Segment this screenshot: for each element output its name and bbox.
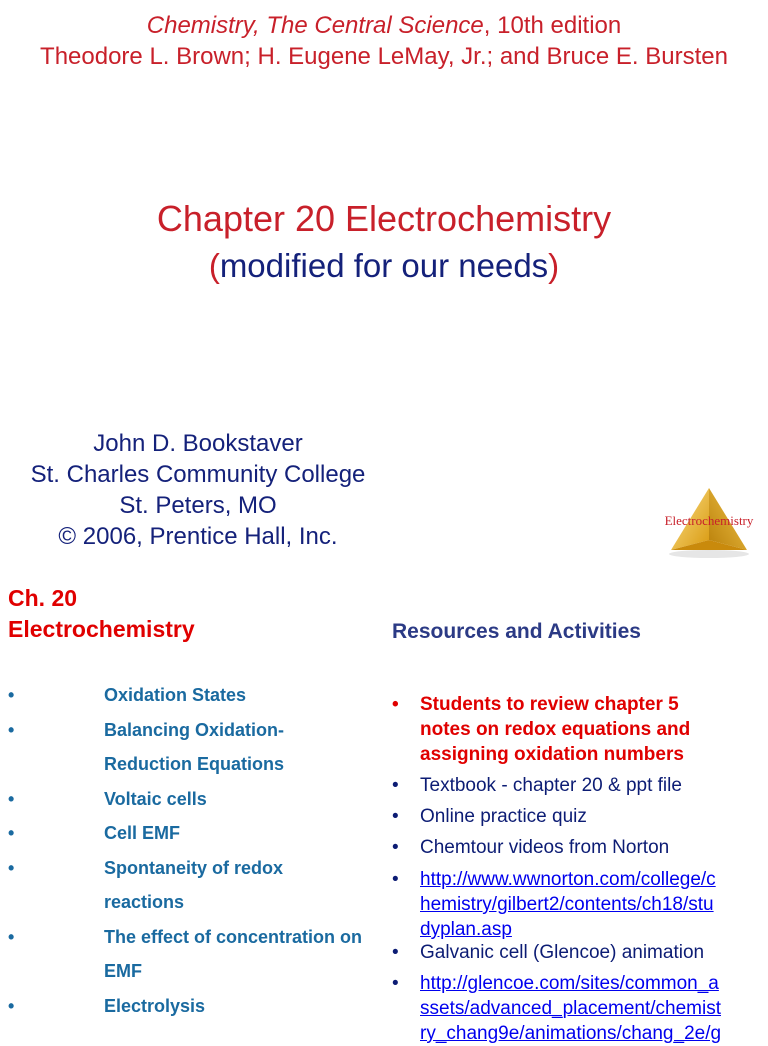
bullet: • <box>392 775 399 796</box>
bullet: • <box>392 694 399 715</box>
electrochemistry-logo <box>652 474 766 574</box>
resource-text: Chemtour videos from Norton <box>420 837 670 858</box>
book-title-edition: , 10th edition <box>483 12 622 39</box>
bullet: • <box>8 995 15 1016</box>
topic-label: Reduction Equations <box>104 754 284 774</box>
topic-label: Cell EMF <box>104 823 181 843</box>
bullet: • <box>392 806 399 827</box>
topic-label: Balancing Oxidation- <box>104 719 285 740</box>
bullet: • <box>392 942 399 963</box>
credit-college: St. Charles Community College <box>30 461 366 488</box>
bullet: • <box>392 973 399 994</box>
glencoe-link[interactable] <box>420 971 762 1046</box>
bullet: • <box>8 823 15 843</box>
topic-label: reactions <box>104 892 185 912</box>
resource-text: Students to review chapter 5 <box>420 694 679 715</box>
chapter-heading-line: Ch. 20 <box>8 585 78 611</box>
book-authors: Theodore L. Brown; H. Eugene LeMay, Jr.; and Bruce E. Bursten <box>40 43 728 70</box>
link-text[interactable]: dyplan.asp <box>420 919 512 940</box>
resource-text: Galvanic cell (Glencoe) animation <box>420 942 705 963</box>
resource-text: Online practice quiz <box>420 806 587 827</box>
book-title <box>0 11 768 41</box>
chapter-title: Chapter 20 Electrochemistry <box>156 198 612 239</box>
topic-label: Electrolysis <box>104 995 206 1016</box>
link-text[interactable]: ssets/advanced_placement/chemist <box>420 998 721 1019</box>
topic-label: Oxidation States <box>104 685 247 705</box>
credit-author: John D. Bookstaver <box>93 430 303 457</box>
subtitle-text: modified for our needs <box>219 247 549 284</box>
bullet: • <box>392 869 399 890</box>
logo-label: Electrochemistry <box>664 513 754 528</box>
bullet: • <box>8 719 15 740</box>
bullet: • <box>8 857 15 878</box>
norton-link[interactable] <box>420 867 762 942</box>
link-text[interactable]: ry_chang9e/animations/chang_2e/g <box>420 1023 722 1044</box>
subtitle-close-paren: ) <box>548 247 560 284</box>
bullet: • <box>8 685 15 705</box>
link-text[interactable]: http://glencoe.com/sites/common_a <box>420 973 719 994</box>
resources-heading: Resources and Activities <box>392 620 641 643</box>
credit-location: St. Peters, MO <box>119 492 277 519</box>
bullet: • <box>8 788 15 809</box>
resource-text: assigning oxidation numbers <box>420 744 684 765</box>
topic-label: The effect of concentration on <box>104 926 363 947</box>
bullet: • <box>392 837 399 858</box>
chapter-heading <box>8 583 195 645</box>
book-title-name: Chemistry, The Central Science <box>146 12 484 39</box>
topic-label: Spontaneity of redox <box>104 857 284 878</box>
link-text[interactable]: hemistry/gilbert2/contents/ch18/stu <box>420 894 714 915</box>
bullet: • <box>8 926 15 947</box>
chapter-heading-line: Electrochemistry <box>8 616 195 642</box>
topic-label: Voltaic cells <box>104 788 207 809</box>
topic-label: EMF <box>104 961 142 981</box>
chapter-subtitle <box>0 245 768 287</box>
link-text[interactable]: http://www.wwnorton.com/college/c <box>420 869 716 890</box>
resource-text: notes on redox equations and <box>420 719 691 740</box>
resource-text: Textbook - chapter 20 & ppt file <box>420 775 682 796</box>
subtitle-open-paren: ( <box>208 247 220 284</box>
credit-copyright: © 2006, Prentice Hall, Inc. <box>58 523 338 550</box>
